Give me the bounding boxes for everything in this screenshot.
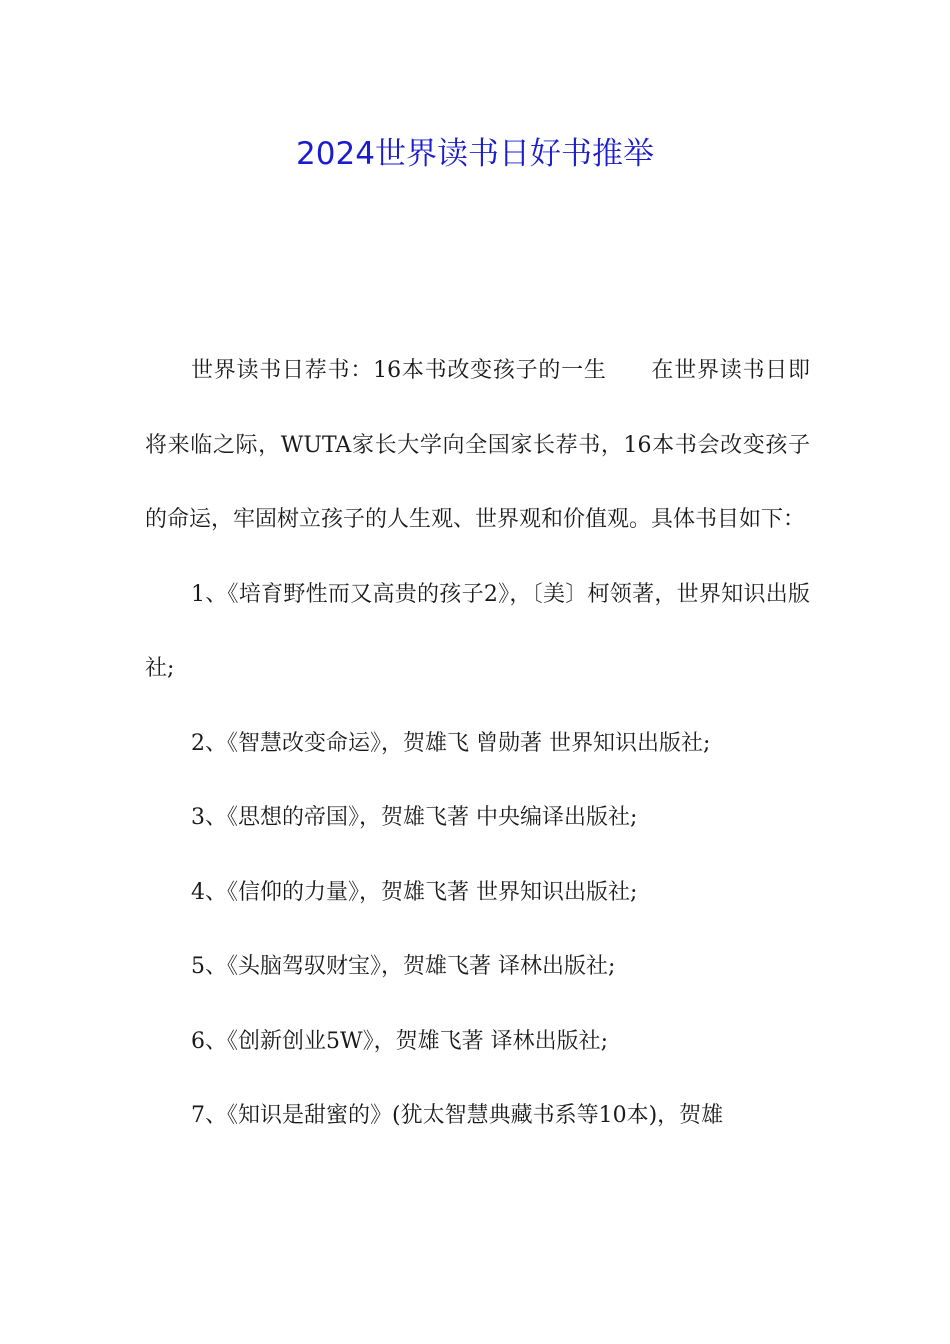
list-item: 5、《头脑驾驭财宝》，贺雄飞著 译林出版社; [191, 954, 616, 979]
intro-heading: 世界读书日荐书：16本书改变孩子的一生 [191, 358, 607, 383]
list-item: 2、《智慧改变命运》，贺雄飞 曾勋著 世界知识出版社; [191, 730, 711, 756]
list-item: 3、《思想的帝国》，贺雄飞著 中央编译出版社; [191, 805, 638, 830]
intro-body: 在世界读书日即将来临之际，WUTA家长大学向全国家长荐书，16本书会改变孩子的命运，牢固树立孩子的人生观、世界观和价值观。具体书目如下： [145, 358, 810, 532]
list-item: 7、《知识是甜蜜的》(犹太智慧典藏书系等10本)，贺雄 [191, 1103, 724, 1128]
document-body [145, 334, 810, 1154]
list-item: 1、《培育野性而又高贵的孩子2》，〔美〕柯领著，世界知识出版社; [145, 581, 810, 681]
list-item: 4、《信仰的力量》，贺雄飞著 世界知识出版社; [191, 879, 638, 905]
intro-paragraph [145, 334, 810, 558]
list-item: 6、《创新创业5W》，贺雄飞著 译林出版社; [191, 1028, 609, 1054]
document-title: 2024世界读书日好书推举 [296, 136, 654, 172]
